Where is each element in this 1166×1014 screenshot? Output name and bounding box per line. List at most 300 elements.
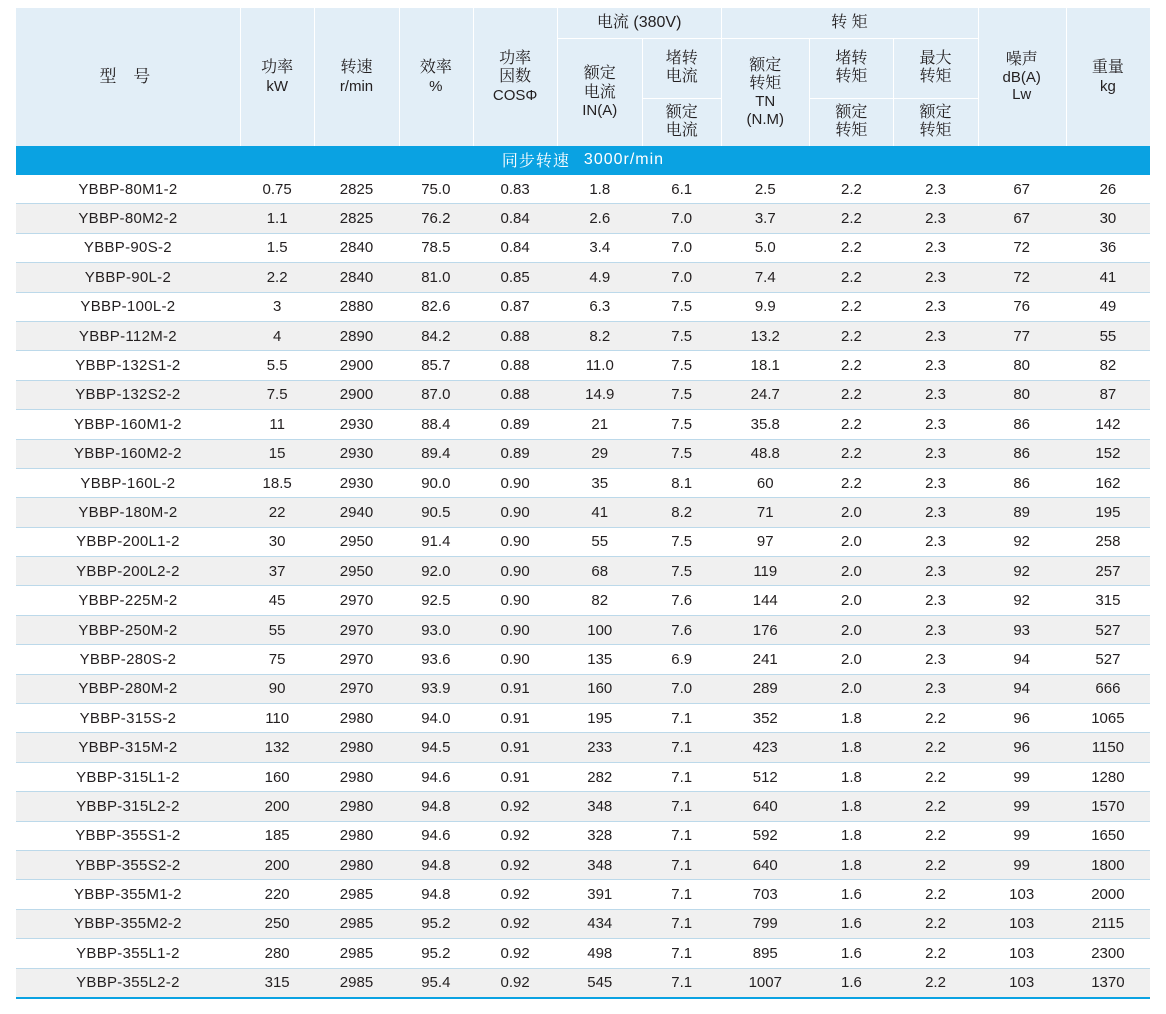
cell-power: 1.5	[240, 233, 315, 262]
cell-model: YBBP-355L2-2	[16, 968, 240, 998]
cell-power-factor: 0.85	[473, 263, 557, 292]
cell-noise: 72	[978, 233, 1066, 262]
cell-locked-torque-ratio: 1.6	[809, 909, 893, 938]
cell-efficiency: 78.5	[399, 233, 474, 262]
cell-locked-torque-ratio: 2.2	[809, 468, 893, 497]
cell-weight: 1280	[1066, 762, 1150, 791]
cell-max-torque-ratio: 2.3	[893, 439, 977, 468]
cell-noise: 80	[978, 380, 1066, 409]
cell-locked-current-ratio: 7.5	[642, 380, 721, 409]
cell-locked-torque-ratio: 2.2	[809, 439, 893, 468]
header-rated-torque	[721, 38, 809, 146]
cell-weight: 30	[1066, 204, 1150, 233]
cell-speed: 2970	[314, 645, 398, 674]
cell-power: 11	[240, 410, 315, 439]
cell-rated-current: 545	[557, 968, 642, 998]
cell-model: YBBP-355S2-2	[16, 850, 240, 879]
cell-max-torque-ratio: 2.3	[893, 174, 977, 204]
cell-rated-torque: 119	[721, 557, 809, 586]
header-locked-torque-l4: 转矩	[835, 122, 868, 140]
cell-power-factor: 0.90	[473, 498, 557, 527]
cell-power: 2.2	[240, 263, 315, 292]
cell-rated-torque: 241	[721, 645, 809, 674]
cell-locked-current-ratio: 7.1	[642, 880, 721, 909]
header-noise-l3: Lw	[1012, 86, 1032, 104]
header-group-torque-label: 转 矩	[831, 13, 868, 31]
cell-noise: 76	[978, 292, 1066, 321]
cell-rated-current: 195	[557, 704, 642, 733]
header-rated-current-l3: IN(A)	[582, 102, 618, 120]
cell-rated-torque: 176	[721, 615, 809, 644]
header-noise-l2: dB(A)	[1002, 68, 1041, 86]
cell-locked-current-ratio: 7.1	[642, 909, 721, 938]
cell-rated-current: 348	[557, 792, 642, 821]
cell-locked-current-ratio: 7.5	[642, 321, 721, 350]
cell-rated-current: 135	[557, 645, 642, 674]
cell-locked-current-ratio: 6.9	[642, 645, 721, 674]
cell-power-factor: 0.83	[473, 174, 557, 204]
cell-speed: 2980	[314, 850, 398, 879]
cell-power: 75	[240, 645, 315, 674]
table-header	[16, 8, 1150, 146]
cell-efficiency: 84.2	[399, 321, 474, 350]
cell-weight: 87	[1066, 380, 1150, 409]
cell-power: 5.5	[240, 351, 315, 380]
cell-speed: 2980	[314, 704, 398, 733]
cell-locked-current-ratio: 8.2	[642, 498, 721, 527]
table-row	[16, 968, 1150, 998]
cell-noise: 92	[978, 557, 1066, 586]
cell-max-torque-ratio: 2.3	[893, 615, 977, 644]
cell-noise: 92	[978, 527, 1066, 556]
header-rated-torque-l1: 额定	[749, 56, 782, 74]
cell-model: YBBP-250M-2	[16, 615, 240, 644]
cell-power: 4	[240, 321, 315, 350]
cell-locked-torque-ratio: 2.2	[809, 292, 893, 321]
cell-weight: 1800	[1066, 850, 1150, 879]
cell-rated-torque: 512	[721, 762, 809, 791]
cell-rated-torque: 5.0	[721, 233, 809, 262]
cell-efficiency: 90.5	[399, 498, 474, 527]
cell-locked-current-ratio: 7.1	[642, 733, 721, 762]
cell-model: YBBP-225M-2	[16, 586, 240, 615]
cell-model: YBBP-112M-2	[16, 321, 240, 350]
cell-rated-torque: 640	[721, 792, 809, 821]
cell-locked-torque-ratio: 1.8	[809, 733, 893, 762]
cell-efficiency: 94.8	[399, 792, 474, 821]
cell-rated-torque: 2.5	[721, 174, 809, 204]
cell-weight: 82	[1066, 351, 1150, 380]
cell-max-torque-ratio: 2.3	[893, 410, 977, 439]
cell-rated-torque: 423	[721, 733, 809, 762]
cell-power: 7.5	[240, 380, 315, 409]
cell-locked-torque-ratio: 2.0	[809, 557, 893, 586]
cell-rated-torque: 703	[721, 880, 809, 909]
table-row	[16, 351, 1150, 380]
cell-locked-torque-ratio: 2.0	[809, 645, 893, 674]
cell-max-torque-ratio: 2.3	[893, 351, 977, 380]
cell-speed: 2840	[314, 263, 398, 292]
cell-rated-torque: 3.7	[721, 204, 809, 233]
cell-rated-current: 21	[557, 410, 642, 439]
cell-speed: 2950	[314, 557, 398, 586]
cell-rated-current: 233	[557, 733, 642, 762]
cell-speed: 2970	[314, 586, 398, 615]
cell-power-factor: 0.92	[473, 939, 557, 968]
cell-noise: 93	[978, 615, 1066, 644]
cell-locked-current-ratio: 7.1	[642, 762, 721, 791]
cell-power-factor: 0.90	[473, 527, 557, 556]
cell-noise: 99	[978, 850, 1066, 879]
cell-max-torque-ratio: 2.3	[893, 233, 977, 262]
header-model-label: 型 号	[99, 67, 157, 87]
table-row	[16, 263, 1150, 292]
cell-rated-torque: 799	[721, 909, 809, 938]
cell-efficiency: 95.2	[399, 909, 474, 938]
cell-weight: 36	[1066, 233, 1150, 262]
cell-max-torque-ratio: 2.3	[893, 674, 977, 703]
cell-efficiency: 81.0	[399, 263, 474, 292]
cell-speed: 2985	[314, 968, 398, 998]
cell-power: 315	[240, 968, 315, 998]
table-row	[16, 557, 1150, 586]
cell-efficiency: 93.9	[399, 674, 474, 703]
cell-power: 110	[240, 704, 315, 733]
cell-power-factor: 0.88	[473, 321, 557, 350]
cell-weight: 152	[1066, 439, 1150, 468]
cell-model: YBBP-315S-2	[16, 704, 240, 733]
cell-locked-torque-ratio: 1.8	[809, 850, 893, 879]
cell-power-factor: 0.84	[473, 204, 557, 233]
cell-model: YBBP-160M1-2	[16, 410, 240, 439]
cell-efficiency: 82.6	[399, 292, 474, 321]
cell-rated-torque: 97	[721, 527, 809, 556]
cell-locked-current-ratio: 7.0	[642, 233, 721, 262]
cell-power-factor: 0.90	[473, 557, 557, 586]
cell-speed: 2900	[314, 351, 398, 380]
cell-power-factor: 0.89	[473, 439, 557, 468]
cell-model: YBBP-132S1-2	[16, 351, 240, 380]
cell-locked-torque-ratio: 2.2	[809, 410, 893, 439]
cell-power-factor: 0.91	[473, 704, 557, 733]
cell-speed: 2930	[314, 439, 398, 468]
cell-power: 30	[240, 527, 315, 556]
table-row	[16, 645, 1150, 674]
header-rated-current	[557, 38, 642, 146]
cell-power: 250	[240, 909, 315, 938]
cell-locked-current-ratio: 7.1	[642, 821, 721, 850]
cell-efficiency: 76.2	[399, 204, 474, 233]
table-row	[16, 380, 1150, 409]
cell-max-torque-ratio: 2.2	[893, 792, 977, 821]
cell-locked-torque-ratio: 2.2	[809, 174, 893, 204]
cell-weight: 55	[1066, 321, 1150, 350]
cell-locked-torque-ratio: 1.6	[809, 880, 893, 909]
cell-locked-current-ratio: 7.5	[642, 557, 721, 586]
cell-max-torque-ratio: 2.2	[893, 821, 977, 850]
cell-noise: 86	[978, 439, 1066, 468]
header-weight-l2: kg	[1099, 77, 1116, 95]
cell-speed: 2880	[314, 292, 398, 321]
cell-weight: 258	[1066, 527, 1150, 556]
cell-efficiency: 94.8	[399, 880, 474, 909]
cell-efficiency: 93.6	[399, 645, 474, 674]
cell-rated-current: 1.8	[557, 174, 642, 204]
cell-speed: 2840	[314, 233, 398, 262]
header-locked-torque-l3: 额定	[835, 103, 868, 121]
table-row	[16, 527, 1150, 556]
cell-noise: 103	[978, 968, 1066, 998]
cell-locked-current-ratio: 7.0	[642, 263, 721, 292]
cell-model: YBBP-355M2-2	[16, 909, 240, 938]
cell-model: YBBP-132S2-2	[16, 380, 240, 409]
cell-speed: 2985	[314, 880, 398, 909]
cell-weight: 41	[1066, 263, 1150, 292]
cell-power: 200	[240, 792, 315, 821]
header-locked-current-l1: 堵转	[665, 49, 698, 67]
header-max-torque-l2: 转矩	[919, 68, 952, 85]
header-model	[16, 8, 240, 146]
cell-weight: 1150	[1066, 733, 1150, 762]
header-rated-current-l1: 额定	[583, 65, 616, 83]
cell-efficiency: 94.5	[399, 733, 474, 762]
cell-locked-torque-ratio: 2.0	[809, 615, 893, 644]
cell-power-factor: 0.84	[473, 233, 557, 262]
header-max-torque-l1: 最大	[919, 49, 952, 67]
cell-weight: 1650	[1066, 821, 1150, 850]
cell-power-factor: 0.92	[473, 909, 557, 938]
cell-power-factor: 0.92	[473, 968, 557, 998]
cell-model: YBBP-160L-2	[16, 468, 240, 497]
cell-weight: 142	[1066, 410, 1150, 439]
header-noise	[978, 8, 1066, 146]
cell-rated-current: 498	[557, 939, 642, 968]
cell-weight: 527	[1066, 645, 1150, 674]
cell-model: YBBP-160M2-2	[16, 439, 240, 468]
cell-weight: 1065	[1066, 704, 1150, 733]
table-row	[16, 733, 1150, 762]
header-rated-torque-l4: (N.M)	[746, 110, 785, 128]
cell-speed: 2890	[314, 321, 398, 350]
cell-rated-current: 348	[557, 850, 642, 879]
cell-speed: 2970	[314, 674, 398, 703]
cell-max-torque-ratio: 2.3	[893, 204, 977, 233]
header-locked-current-top	[642, 38, 721, 98]
cell-model: YBBP-200L2-2	[16, 557, 240, 586]
cell-noise: 80	[978, 351, 1066, 380]
cell-max-torque-ratio: 2.3	[893, 468, 977, 497]
cell-power: 280	[240, 939, 315, 968]
cell-locked-torque-ratio: 2.0	[809, 527, 893, 556]
cell-noise: 103	[978, 909, 1066, 938]
cell-rated-current: 55	[557, 527, 642, 556]
cell-locked-current-ratio: 7.5	[642, 410, 721, 439]
cell-power: 1.1	[240, 204, 315, 233]
header-group-current-label: 电流 (380V)	[596, 13, 682, 31]
cell-speed: 2980	[314, 762, 398, 791]
cell-max-torque-ratio: 2.3	[893, 292, 977, 321]
cell-power-factor: 0.89	[473, 410, 557, 439]
cell-power-factor: 0.92	[473, 850, 557, 879]
cell-speed: 2970	[314, 615, 398, 644]
section-band-label: 同步转速	[501, 153, 570, 170]
cell-power-factor: 0.91	[473, 733, 557, 762]
header-max-torque-l4: 转矩	[919, 122, 952, 140]
cell-weight: 527	[1066, 615, 1150, 644]
cell-weight: 1370	[1066, 968, 1150, 998]
cell-max-torque-ratio: 2.3	[893, 527, 977, 556]
cell-efficiency: 90.0	[399, 468, 474, 497]
cell-max-torque-ratio: 2.2	[893, 880, 977, 909]
cell-locked-torque-ratio: 2.2	[809, 351, 893, 380]
table-row	[16, 674, 1150, 703]
cell-power-factor: 0.92	[473, 821, 557, 850]
cell-locked-torque-ratio: 1.8	[809, 762, 893, 791]
cell-noise: 72	[978, 263, 1066, 292]
cell-max-torque-ratio: 2.2	[893, 850, 977, 879]
header-locked-torque-bottom	[809, 98, 893, 146]
cell-locked-torque-ratio: 1.6	[809, 968, 893, 998]
cell-rated-current: 35	[557, 468, 642, 497]
cell-efficiency: 95.4	[399, 968, 474, 998]
cell-power: 45	[240, 586, 315, 615]
cell-power-factor: 0.92	[473, 880, 557, 909]
cell-locked-torque-ratio: 1.8	[809, 821, 893, 850]
cell-rated-torque: 7.4	[721, 263, 809, 292]
table-row	[16, 939, 1150, 968]
header-efficiency-l2: %	[429, 77, 443, 95]
cell-max-torque-ratio: 2.2	[893, 968, 977, 998]
cell-rated-current: 29	[557, 439, 642, 468]
cell-max-torque-ratio: 2.2	[893, 704, 977, 733]
cell-locked-torque-ratio: 2.2	[809, 321, 893, 350]
cell-locked-torque-ratio: 1.8	[809, 792, 893, 821]
cell-locked-current-ratio: 7.1	[642, 704, 721, 733]
cell-locked-torque-ratio: 2.0	[809, 586, 893, 615]
cell-noise: 103	[978, 880, 1066, 909]
cell-model: YBBP-315M-2	[16, 733, 240, 762]
cell-locked-current-ratio: 7.5	[642, 351, 721, 380]
cell-rated-torque: 895	[721, 939, 809, 968]
cell-max-torque-ratio: 2.3	[893, 498, 977, 527]
cell-power-factor: 0.90	[473, 468, 557, 497]
cell-weight: 162	[1066, 468, 1150, 497]
header-max-torque-l3: 额定	[919, 103, 952, 121]
cell-rated-torque: 289	[721, 674, 809, 703]
cell-rated-torque: 60	[721, 468, 809, 497]
table-row	[16, 204, 1150, 233]
table-row	[16, 174, 1150, 204]
cell-power: 15	[240, 439, 315, 468]
cell-locked-torque-ratio: 2.2	[809, 233, 893, 262]
cell-power-factor: 0.90	[473, 615, 557, 644]
cell-rated-current: 4.9	[557, 263, 642, 292]
cell-rated-torque: 9.9	[721, 292, 809, 321]
cell-locked-current-ratio: 7.1	[642, 850, 721, 879]
cell-noise: 96	[978, 704, 1066, 733]
cell-power-factor: 0.88	[473, 380, 557, 409]
cell-speed: 2940	[314, 498, 398, 527]
cell-rated-torque: 1007	[721, 968, 809, 998]
cell-noise: 99	[978, 762, 1066, 791]
header-locked-current-bottom	[642, 98, 721, 146]
cell-locked-torque-ratio: 2.2	[809, 380, 893, 409]
cell-rated-current: 82	[557, 586, 642, 615]
cell-max-torque-ratio: 2.2	[893, 733, 977, 762]
cell-locked-current-ratio: 7.5	[642, 527, 721, 556]
cell-efficiency: 92.0	[399, 557, 474, 586]
cell-speed: 2825	[314, 204, 398, 233]
cell-weight: 2300	[1066, 939, 1150, 968]
cell-rated-torque: 144	[721, 586, 809, 615]
cell-model: YBBP-100L-2	[16, 292, 240, 321]
table-row	[16, 762, 1150, 791]
table-row	[16, 586, 1150, 615]
cell-efficiency: 87.0	[399, 380, 474, 409]
cell-model: YBBP-280S-2	[16, 645, 240, 674]
table-row	[16, 439, 1150, 468]
header-locked-current-l3: 额定	[665, 103, 698, 121]
cell-rated-current: 6.3	[557, 292, 642, 321]
cell-speed: 2980	[314, 733, 398, 762]
header-locked-torque-l1: 堵转	[835, 49, 868, 67]
header-efficiency	[399, 8, 474, 146]
header-group-current	[557, 8, 721, 38]
cell-power: 22	[240, 498, 315, 527]
cell-noise: 86	[978, 468, 1066, 497]
cell-weight: 257	[1066, 557, 1150, 586]
cell-weight: 1570	[1066, 792, 1150, 821]
cell-locked-current-ratio: 7.5	[642, 292, 721, 321]
cell-rated-torque: 592	[721, 821, 809, 850]
cell-model: YBBP-200L1-2	[16, 527, 240, 556]
cell-speed: 2980	[314, 821, 398, 850]
cell-power: 132	[240, 733, 315, 762]
cell-power-factor: 0.90	[473, 645, 557, 674]
table-row	[16, 909, 1150, 938]
cell-power: 160	[240, 762, 315, 791]
cell-rated-current: 3.4	[557, 233, 642, 262]
header-pf-l3: COSΦ	[492, 86, 538, 104]
cell-locked-torque-ratio: 1.6	[809, 939, 893, 968]
cell-locked-current-ratio: 8.1	[642, 468, 721, 497]
cell-model: YBBP-90S-2	[16, 233, 240, 262]
cell-locked-current-ratio: 7.0	[642, 204, 721, 233]
motor-spec-table	[16, 8, 1150, 999]
cell-max-torque-ratio: 2.3	[893, 321, 977, 350]
cell-rated-torque: 24.7	[721, 380, 809, 409]
cell-noise: 103	[978, 939, 1066, 968]
cell-rated-torque: 640	[721, 850, 809, 879]
section-band-3000	[16, 146, 1150, 174]
cell-efficiency: 91.4	[399, 527, 474, 556]
cell-noise: 86	[978, 410, 1066, 439]
cell-power: 18.5	[240, 468, 315, 497]
cell-noise: 94	[978, 645, 1066, 674]
cell-rated-current: 8.2	[557, 321, 642, 350]
table-row	[16, 468, 1150, 497]
cell-model: YBBP-90L-2	[16, 263, 240, 292]
cell-rated-current: 282	[557, 762, 642, 791]
cell-model: YBBP-355M1-2	[16, 880, 240, 909]
header-locked-current-l2: 电流	[665, 68, 698, 85]
cell-speed: 2900	[314, 380, 398, 409]
header-power-factor	[473, 8, 557, 146]
cell-rated-current: 328	[557, 821, 642, 850]
cell-power: 220	[240, 880, 315, 909]
cell-power: 90	[240, 674, 315, 703]
cell-locked-current-ratio: 7.5	[642, 439, 721, 468]
